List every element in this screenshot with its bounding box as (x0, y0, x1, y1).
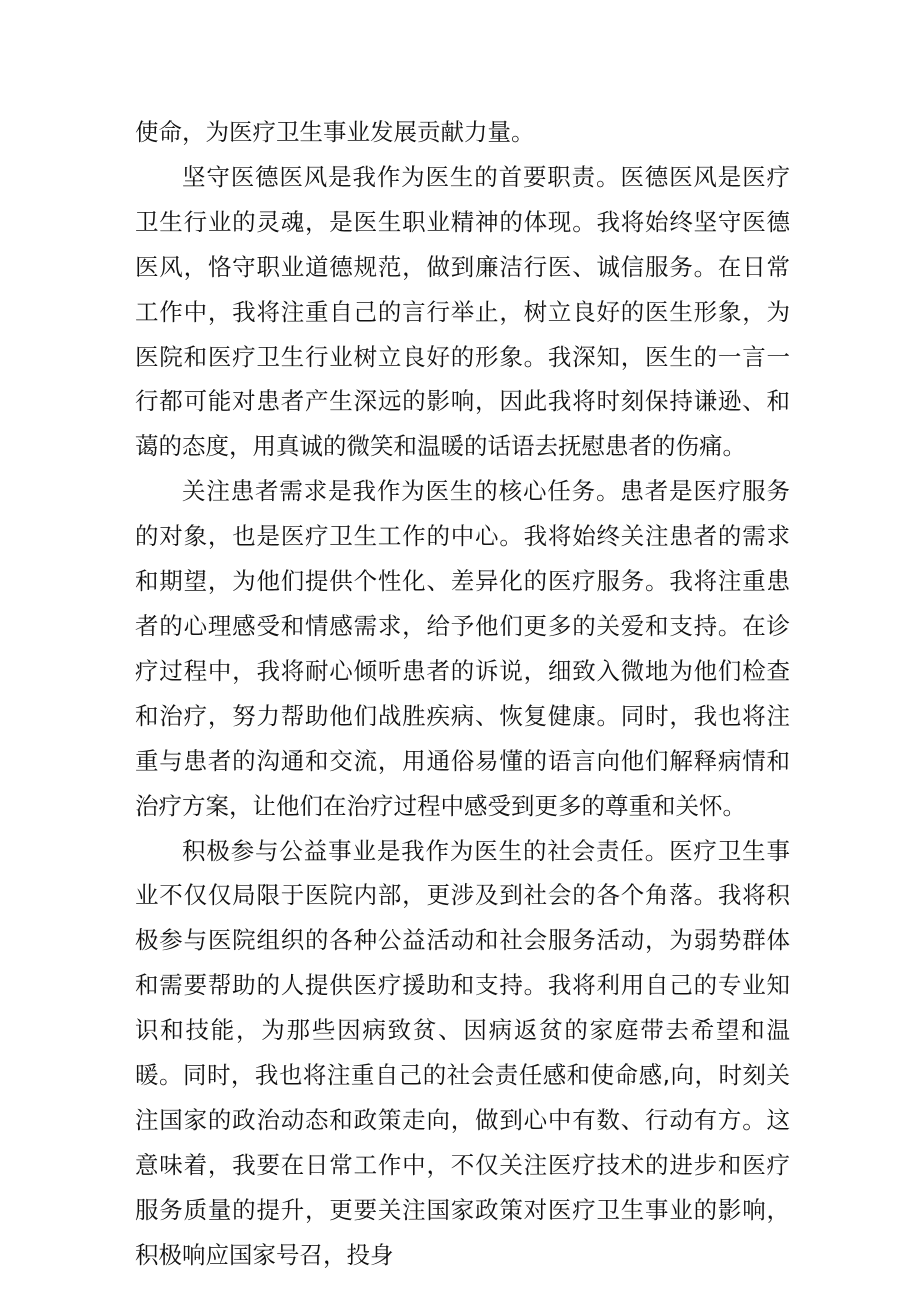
document-body (135, 110, 790, 1278)
paragraph-continuation: 使命，为医疗卫生事业发展贡献力量。 (135, 118, 535, 146)
paragraph-public-welfare: 积极参与公益事业是我作为医生的社会责任。医疗卫生事业不仅仅局限于医院内部，更涉及到社会的各个角落。我将积极参与医院组织的各种公益活动和社会服务活动，为弱势群体和需要帮助的人提供医疗援助和支持。我将利用自己的专业知识和技能，为那些因病致贫、因病返贫的家庭带去希望和温暖。同时，我也将注重自己的社会责任感和使命感,向，时刻关注国家的政治动态和政策走向，做到心中有数、行动有方。这意味着，我要在日常工作中，不仅关注医疗技术的进步和医疗服务质量的提升，更要关注国家政策对医疗卫生事业的影响，积极响应国家号召，投身 (135, 836, 790, 1269)
paragraph-patient-needs: 关注患者需求是我作为医生的核心任务。患者是医疗服务的对象，也是医疗卫生工作的中心。我将始终关注患者的需求和期望，为他们提供个性化、差异化的医疗服务。我将注重患者的心理感受和情感需求，给予他们更多的关爱和支持。在诊疗过程中，我将耐心倾听患者的诉说，细致入微地为他们检查和治疗，努力帮助他们战胜疾病、恢复健康。同时，我也将注重与患者的沟通和交流，用通俗易懂的语言向他们解释病情和治疗方案，让他们在治疗过程中感受到更多的尊重和关怀。 (135, 477, 790, 820)
paragraph-medical-ethics: 坚守医德医风是我作为医生的首要职责。医德医风是医疗卫生行业的灵魂，是医生职业精神的体现。我将始终坚守医德医风，恪守职业道德规范，做到廉洁行医、诚信服务。在日常工作中，我将注重自己的言行举止，树立良好的医生形象，为医院和医疗卫生行业树立良好的形象。我深知，医生的一言一行都可能对患者产生深远的影响，因此我将时刻保持谦逊、和蔼的态度，用真诚的微笑和温暖的话语去抚慰患者的伤痛。 (135, 162, 790, 461)
